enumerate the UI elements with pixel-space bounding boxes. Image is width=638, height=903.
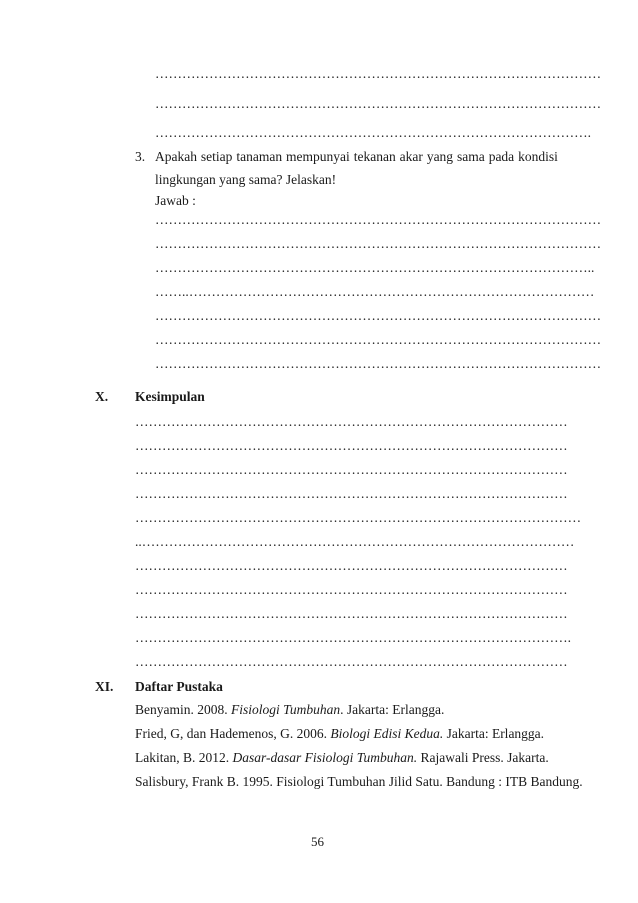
answer-line: ……………………………………………………………………………………… [155, 236, 602, 251]
section-title: Daftar Pustaka [135, 679, 223, 694]
question-word: pada [488, 149, 515, 164]
reference-entry [135, 726, 544, 742]
section-number: XI. [95, 679, 114, 694]
question-word: sama [457, 149, 485, 164]
conclusion-line: ..…………………………………………………………………………………… [135, 534, 575, 549]
answer-line: ……..……………………………………………………………………………… [155, 284, 595, 299]
conclusion-line: …………………………………………………………………………………… [135, 414, 568, 429]
reference-title: Dasar-dasar Fisiologi Tumbuhan. [232, 750, 418, 765]
question-word: akar [399, 149, 423, 164]
conclusion-line: ……………………………………………………………………………………… [135, 510, 582, 525]
reference-text: Benyamin. 2008. [135, 702, 231, 717]
question-word: yang [426, 149, 454, 164]
conclusion-line: …………………………………………………………………………………… [135, 438, 568, 453]
question-word: Apakah [155, 149, 197, 164]
answer-line: ……………………………………………………………………………………… [155, 66, 602, 81]
question-text-line-1 [155, 149, 558, 165]
answer-line: ……………………………………………………………………………………. [155, 125, 592, 140]
answer-line: ……………………………………………………………………………………… [155, 332, 602, 347]
question-word: kondisi [518, 149, 558, 164]
reference-text: Salisbury, Frank B. 1995. Fisiologi Tumbuhan Jilid Satu. Bandung : ITB Bandung. [135, 774, 583, 789]
question-text-line-2: lingkungan yang sama? Jelaskan! [155, 172, 337, 187]
conclusion-line: …………………………………………………………………………………… [135, 654, 568, 669]
answer-line: ……………………………………………………………………………………… [155, 212, 602, 227]
answer-line: ……………………………………………………………………………………… [155, 96, 602, 111]
answer-line: …………………………………………………………………………………….. [155, 260, 595, 275]
conclusion-line: …………………………………………………………………………………… [135, 582, 568, 597]
conclusion-line: …………………………………………………………………………………… [135, 486, 568, 501]
reference-text: . Jakarta: Erlangga. [340, 702, 445, 717]
reference-entry [135, 750, 549, 766]
conclusion-line: ……………………………………………………………………………………. [135, 630, 572, 645]
reference-entry [135, 774, 583, 790]
question-number: 3. [135, 149, 146, 164]
question-word: mempunyai [286, 149, 350, 164]
reference-text: Fried, G, dan Hademenos, G. 2006. [135, 726, 331, 741]
answer-label: Jawab : [155, 193, 196, 208]
conclusion-line: …………………………………………………………………………………… [135, 558, 568, 573]
question-word: tekanan [353, 149, 396, 164]
page-number: 56 [311, 834, 324, 849]
reference-title: Fisiologi Tumbuhan [231, 702, 341, 717]
reference-text: Jakarta: Erlangga. [443, 726, 545, 741]
question-word: setiap [200, 149, 233, 164]
reference-title: Biologi Edisi Kedua. [330, 726, 444, 741]
reference-entry [135, 702, 444, 718]
answer-line: ……………………………………………………………………………………… [155, 308, 602, 323]
conclusion-line: …………………………………………………………………………………… [135, 462, 568, 477]
question-word: tanaman [236, 149, 283, 164]
section-number: X. [95, 389, 109, 404]
reference-text: Lakitan, B. 2012. [135, 750, 233, 765]
section-title: Kesimpulan [135, 389, 205, 404]
conclusion-line: …………………………………………………………………………………… [135, 606, 568, 621]
answer-line: ……………………………………………………………………………………… [155, 356, 602, 371]
reference-text: Rajawali Press. Jakarta. [417, 750, 549, 765]
